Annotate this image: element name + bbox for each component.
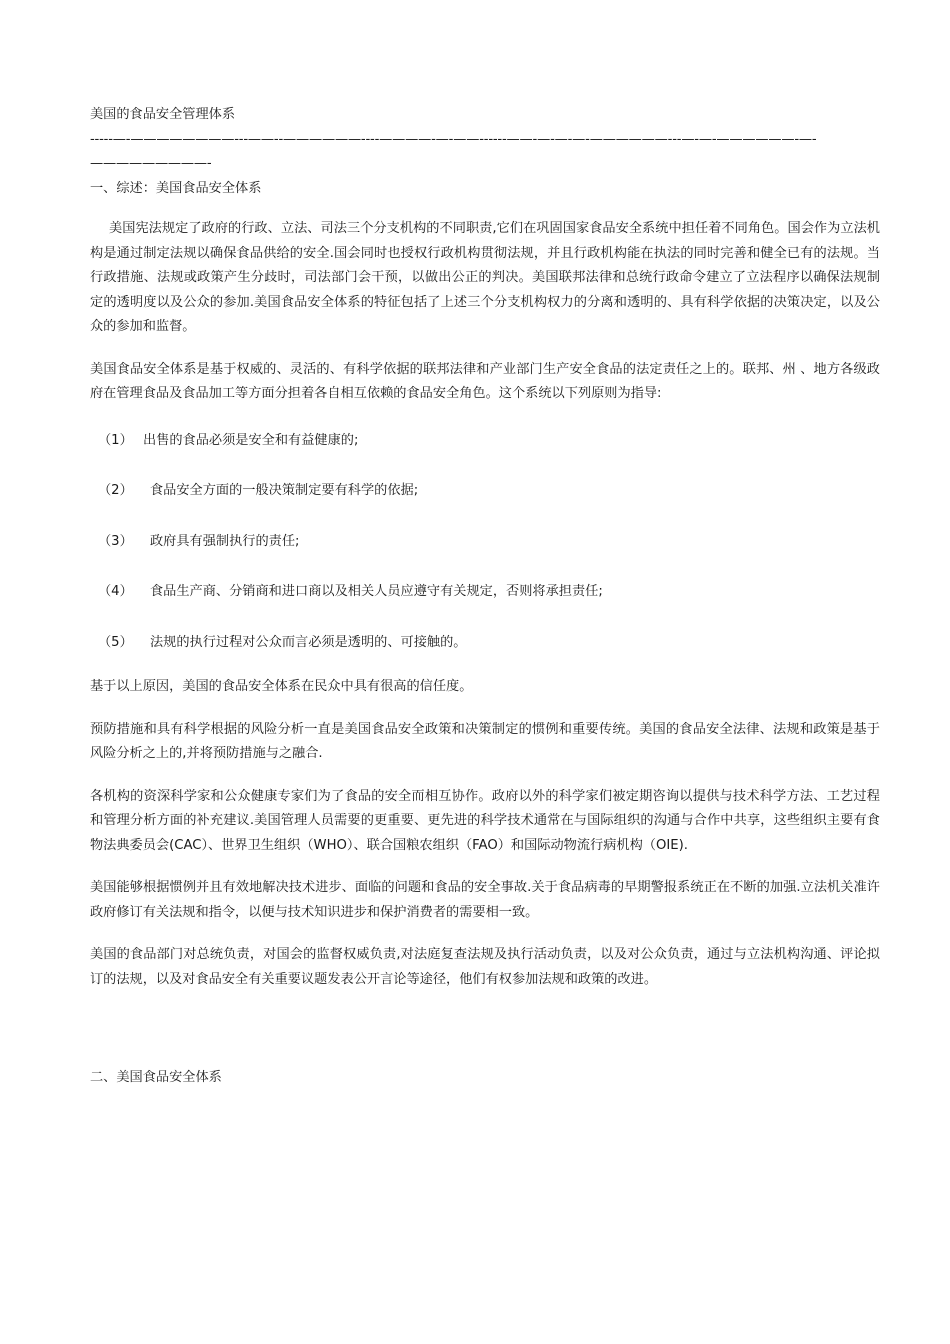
list-item-text: 食品生产商、分销商和进口商以及相关人员应遵守有关规定，否则将承担责任; — [150, 584, 603, 599]
document-title: 美国的食品安全管理体系 — [90, 107, 236, 122]
list-item — [90, 580, 880, 605]
paragraph-system-basis: 美国食品安全体系是基于权威的、灵活的、有科学依据的联邦法律和产业部门生产安全食品的法定责任之上的。联邦、州 、地方各级政府在管理食品及食品加工等方面分担着各自相互依赖的食品安全角色。这个系统以下列原则为指导: — [90, 361, 880, 401]
paragraph-risk-analysis: 预防措施和具有科学根据的风险分析一直是美国食品安全政策和决策制定的惯例和重要传统。美国的食品安全法律、法规和政策是基于风险分析之上的,并将预防措施与之融合. — [90, 721, 880, 761]
list-item-number: （3） — [98, 533, 133, 549]
paragraph-scientists: 各机构的资深科学家和公众健康专家们为了食品的安全而相互协作。政府以外的科学家们被定期咨询以提供与技术科学方法、工艺过程和管理分析方面的补充建议.美国管理人员需要的更重要、更先进的科学技术通常在与国际组织的沟通与合作中共享，这些组织主要有食物法典委员会(CAC）、世界卫生组织（WHO）、联合国粮农组织（FAO）和国际动物流行病机构（OIE). — [90, 788, 880, 853]
list-item-number: （2） — [98, 483, 133, 498]
list-item-text: 法规的执行过程对公众而言必须是透明的、可接触的。 — [150, 634, 467, 650]
list-item-text: 出售的食品必须是安全和有益健康的; — [143, 432, 359, 448]
paragraph-trust: 基于以上原因，美国的食品安全体系在民众中具有很高的信任度。 — [90, 679, 473, 694]
list-item-number: （5） — [98, 634, 133, 650]
blank-space — [90, 1010, 880, 1066]
list-item-number: （1） — [98, 432, 133, 448]
section-heading-system: 二、美国食品安全体系 — [90, 1070, 222, 1085]
paragraph-constitution: 美国宪法规定了政府的行政、立法、司法三个分支机构的不同职责,它们在巩固国家食品安全系统中担任着不同角色。国会作为立法机构是通过制定法规以确保食品供给的安全.国会同时也授权行政机构贯彻法规，并且行政机构能在执法的同时完善和健全已有的法规。当行政措施、法规或政策产生分歧时，司法部门会干预，以做出公正的判决。美国联邦法律和总统行政命令建立了立法程序以确保法规制定的透明度以及公众的参加.美国食品安全体系的特征包括了上述三个分支机构权力的分离和透明的、具有科学依据的决策决定，以及公众的参加和监督。 — [90, 221, 880, 334]
principles-list — [90, 429, 880, 656]
document-page — [90, 103, 880, 1107]
list-item-text: 政府具有强制执行的责任; — [150, 533, 300, 549]
section-heading-overview: 一、综述：美国食品安全体系 — [90, 180, 262, 196]
list-item-number: （4） — [98, 584, 133, 599]
paragraph-accountability: 美国的食品部门对总统负责，对国会的监督权威负责,对法庭复查法规及执行活动负责，以及对公众负责，通过与立法机构沟通、评论拟订的法规，以及对食品安全有关重要议题发表公开言论等途径，他们有权参加法规和政策的改进。 — [90, 947, 880, 987]
list-item — [90, 429, 880, 454]
paragraph-early-warning: 美国能够根据惯例并且有效地解决技术进步、面临的问题和食品的安全事故.关于食品病毒的早期警报系统正在不断的加强.立法机关准许政府修订有关法规和指令，以便与技术知识进步和保护消费者的需要相一致。 — [90, 880, 880, 920]
list-item — [90, 631, 880, 656]
list-item — [90, 530, 880, 555]
list-item-text: 食品安全方面的一般决策制定要有科学的依据; — [150, 483, 419, 498]
list-item — [90, 479, 880, 504]
divider-line: -----—-————————---——--——————----————-—-——------——-—-—-—-——————---—-—-——————-—-—————————- — [90, 131, 817, 171]
